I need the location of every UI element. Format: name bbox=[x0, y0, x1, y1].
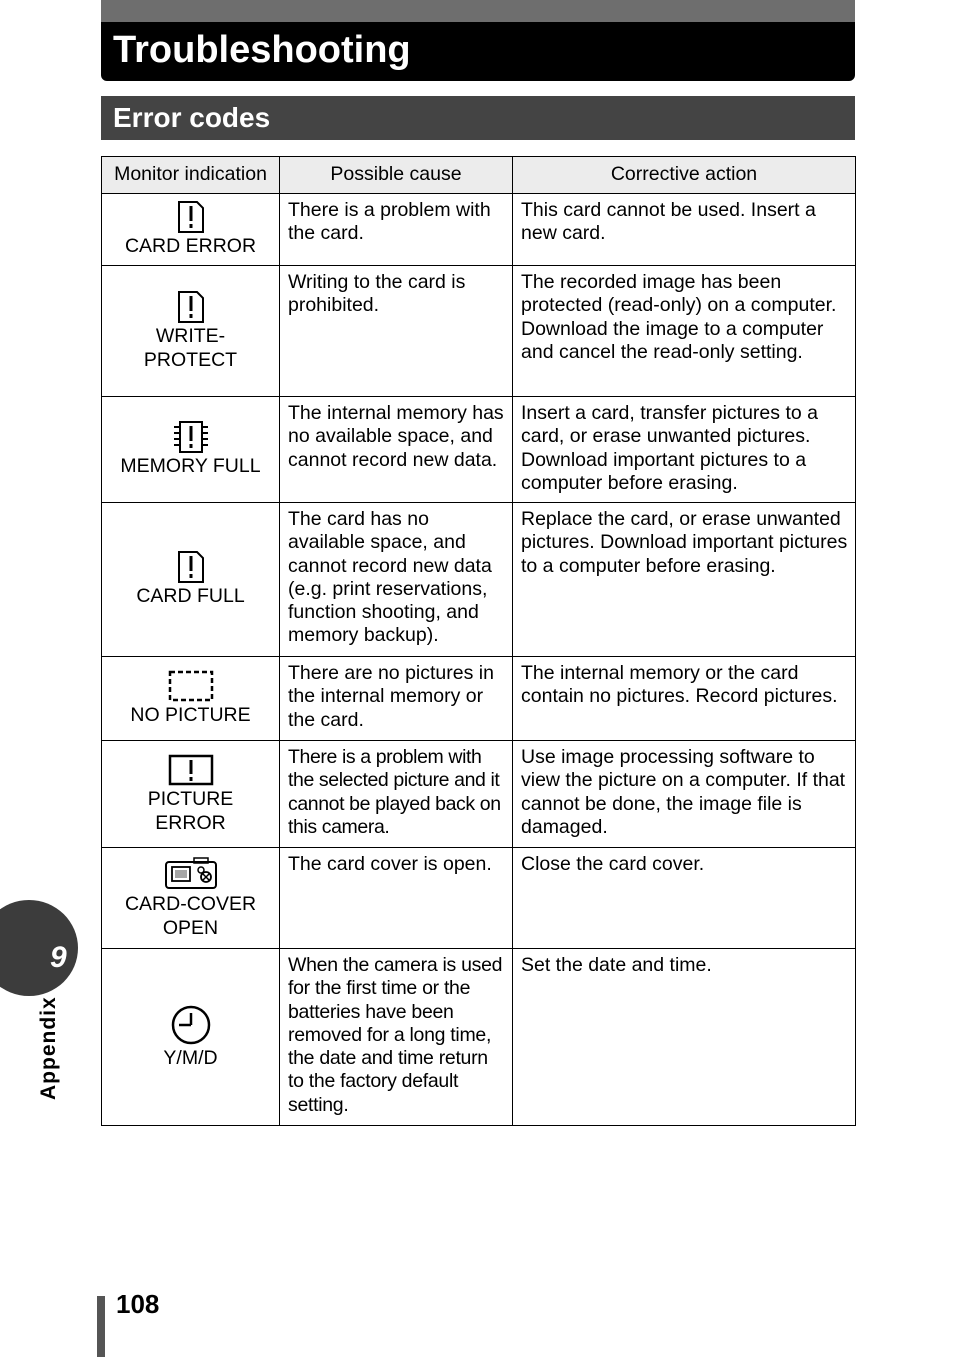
action-cell: Use image processing software to view the picture on a computer. If that cannot be done, the image file is damaged. bbox=[513, 741, 856, 848]
monitor-label: MEMORY FULL bbox=[120, 455, 261, 478]
monitor-label: Y/M/D bbox=[163, 1046, 218, 1069]
table-row bbox=[102, 503, 856, 657]
action-cell: The recorded image has been protected (read-only) on a computer. Download the image to a computer and cancel the read-only setting. bbox=[513, 266, 856, 397]
cause-cell: The internal memory has no available space, and cannot record new data. bbox=[280, 397, 513, 503]
chapter-number: 9 bbox=[50, 941, 67, 974]
cause-cell: When the camera is used for the first time or the batteries have been removed for a long time, the date and time return to the factory default setting. bbox=[280, 949, 513, 1126]
table-row bbox=[102, 741, 856, 848]
header-monitor-indication: Monitor indication bbox=[102, 157, 280, 194]
monitor-label: WRITE- PROTECT bbox=[143, 325, 238, 371]
monitor-cell bbox=[102, 741, 280, 848]
monitor-label: CARD-COVER OPEN bbox=[124, 893, 257, 939]
cause-cell: There is a problem with the selected picture and it cannot be played back on this camera. bbox=[280, 741, 513, 848]
error-codes-table bbox=[101, 156, 856, 1126]
monitor-label: PICTURE ERROR bbox=[147, 788, 234, 834]
page-number: 108 bbox=[116, 1289, 160, 1319]
table-row bbox=[102, 397, 856, 503]
monitor-cell bbox=[102, 194, 280, 266]
card-exclamation-icon bbox=[176, 200, 206, 234]
action-cell: Insert a card, transfer pictures to a card, or erase unwanted pictures. Download important pictures to a computer before erasing. bbox=[513, 397, 856, 503]
table-row bbox=[102, 848, 856, 949]
monitor-label: CARD FULL bbox=[136, 585, 245, 608]
monitor-cell bbox=[102, 848, 280, 949]
picture-exclamation-icon bbox=[167, 753, 215, 787]
memory-exclamation-icon bbox=[172, 420, 210, 454]
section-title: Error codes bbox=[113, 102, 271, 133]
header-possible-cause: Possible cause bbox=[280, 157, 513, 194]
section-title-bar bbox=[101, 96, 855, 140]
monitor-label: CARD ERROR bbox=[124, 235, 257, 258]
action-cell: Close the card cover. bbox=[513, 848, 856, 949]
monitor-cell bbox=[102, 503, 280, 657]
cause-cell: The card has no available space, and cannot record new data (e.g. print reservations, function shooting, and memory backup). bbox=[280, 503, 513, 657]
action-cell: This card cannot be used. Insert a new card. bbox=[513, 194, 856, 266]
camera-card-cover-icon bbox=[164, 856, 218, 892]
title-top-strip bbox=[101, 0, 855, 22]
chapter-label: Appendix bbox=[37, 996, 60, 1100]
page-title-bar bbox=[101, 0, 855, 81]
page-title: Troubleshooting bbox=[113, 29, 411, 71]
table-header-row bbox=[102, 157, 856, 194]
cause-cell: There is a problem with the card. bbox=[280, 194, 513, 266]
cause-cell: The card cover is open. bbox=[280, 848, 513, 949]
page-number-rule bbox=[97, 1296, 105, 1357]
table-row bbox=[102, 266, 856, 397]
monitor-cell bbox=[102, 266, 280, 397]
action-cell: Replace the card, or erase unwanted pictures. Download important pictures to a computer before erasing. bbox=[513, 503, 856, 657]
action-cell: Set the date and time. bbox=[513, 949, 856, 1126]
dashed-frame-icon bbox=[167, 669, 215, 703]
cause-cell: There are no pictures in the internal memory or the card. bbox=[280, 657, 513, 741]
monitor-label: NO PICTURE bbox=[130, 704, 251, 727]
card-exclamation-icon bbox=[176, 550, 206, 584]
cause-cell: Writing to the card is prohibited. bbox=[280, 266, 513, 397]
action-cell: The internal memory or the card contain no pictures. Record pictures. bbox=[513, 657, 856, 741]
table-row bbox=[102, 194, 856, 266]
table-row bbox=[102, 657, 856, 741]
monitor-cell bbox=[102, 397, 280, 503]
clock-icon bbox=[169, 1004, 213, 1046]
header-corrective-action: Corrective action bbox=[513, 157, 856, 194]
monitor-cell bbox=[102, 949, 280, 1126]
table-row bbox=[102, 949, 856, 1126]
card-exclamation-icon bbox=[176, 290, 206, 324]
monitor-cell bbox=[102, 657, 280, 741]
